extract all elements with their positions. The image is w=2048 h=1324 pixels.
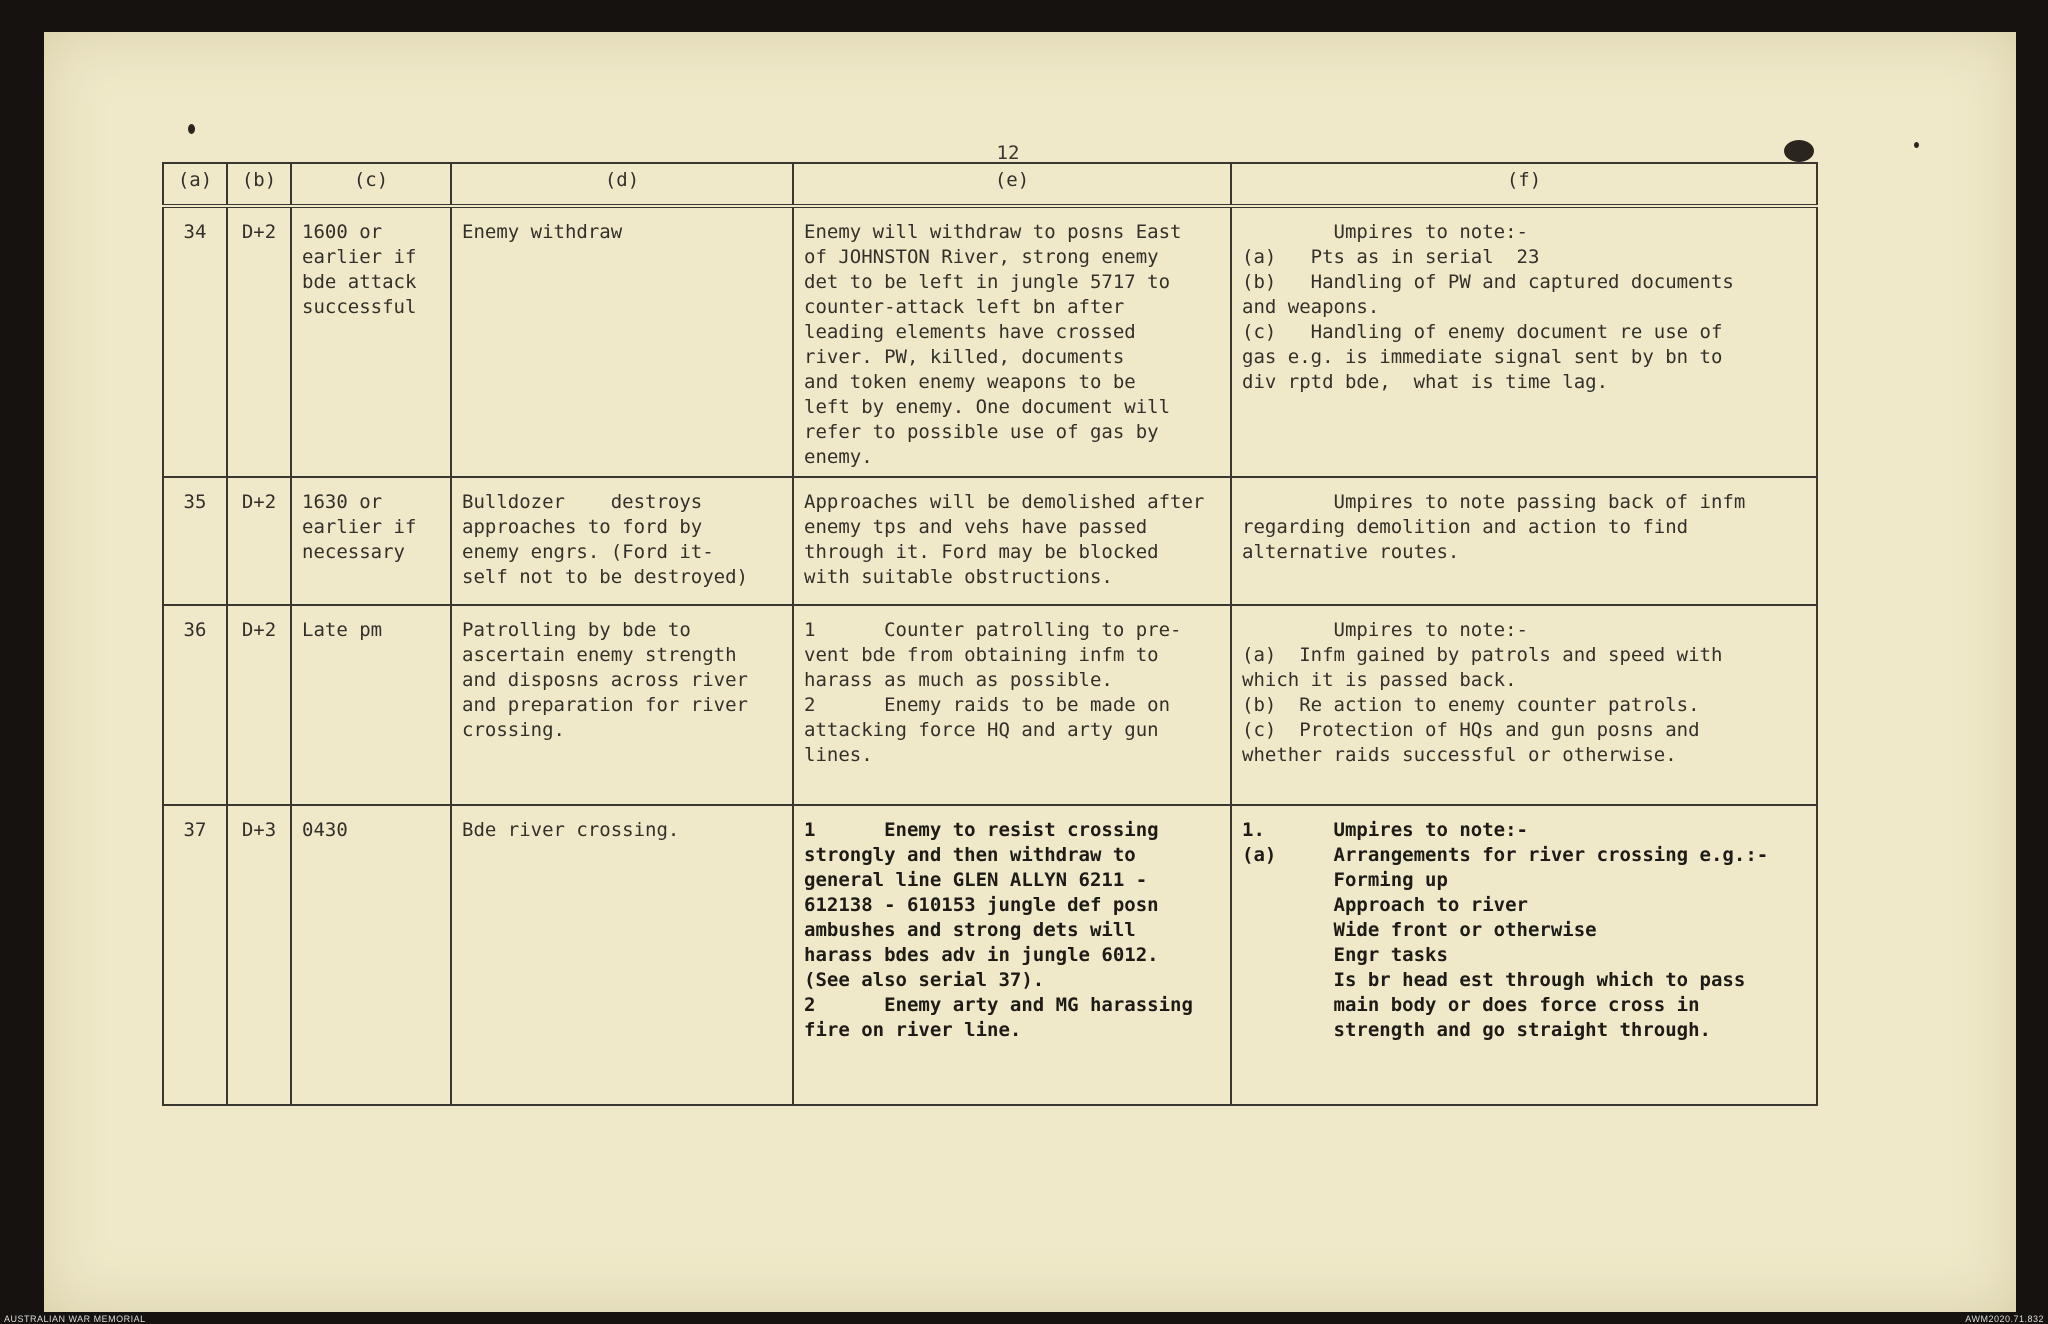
- enemy-action-cell: [793, 605, 1231, 805]
- day-cell: D+2: [227, 206, 291, 477]
- enemy-action-cell-line: Enemy will withdraw to posns East: [804, 221, 1182, 243]
- enemy-action-cell-line: general line GLEN ALLYN 6211 -: [804, 869, 1148, 891]
- enemy-action-cell-line: ambushes and strong dets will: [804, 919, 1136, 941]
- enemy-action-cell-line: 2 Enemy arty and MG harassing: [804, 994, 1193, 1016]
- column-header-f: (f): [1231, 163, 1817, 206]
- umpire-notes-cell: [1231, 206, 1817, 477]
- enemy-action-cell-line: enemy.: [804, 446, 873, 468]
- umpire-notes-cell-line: Is br head est through which to pass: [1242, 969, 1746, 991]
- umpire-notes-cell-line: and weapons.: [1242, 296, 1380, 318]
- umpire-notes-cell-line: whether raids successful or otherwise.: [1242, 744, 1677, 766]
- ink-mark: [188, 124, 195, 134]
- enemy-action-cell-line: leading elements have crossed: [804, 321, 1136, 343]
- umpire-notes-cell-line: Wide front or otherwise: [1242, 919, 1597, 941]
- page-number: 12: [996, 142, 1020, 164]
- table-row: [163, 605, 1817, 805]
- enemy-action-cell-line: lines.: [804, 744, 873, 766]
- umpire-notes-cell-line: Umpires to note:-: [1242, 221, 1528, 243]
- enemy-action-cell-line: Approaches will be demolished after: [804, 491, 1205, 513]
- serial-number: 37: [163, 805, 227, 1105]
- umpire-notes-cell-line: regarding demolition and action to find: [1242, 516, 1689, 538]
- event-cell-line: ascertain enemy strength: [462, 644, 737, 666]
- umpire-notes-cell-line: (a) Infm gained by patrols and speed with: [1242, 644, 1723, 666]
- enemy-action-cell-line: left by enemy. One document will: [804, 396, 1171, 418]
- table-row: [163, 206, 1817, 477]
- time-cell-line: 0430: [302, 819, 348, 841]
- event-cell-line: approaches to ford by: [462, 516, 703, 538]
- enemy-action-cell-line: with suitable obstructions.: [804, 566, 1113, 588]
- enemy-action-cell-line: and token enemy weapons to be: [804, 371, 1136, 393]
- time-cell: [291, 605, 451, 805]
- day-cell: D+2: [227, 477, 291, 605]
- enemy-action-cell-line: 1 Counter patrolling to pre-: [804, 619, 1182, 641]
- serial-number: 35: [163, 477, 227, 605]
- enemy-action-cell-line: 612138 - 610153 jungle def posn: [804, 894, 1159, 916]
- footer-accession-number: AWM2020.71.832: [1965, 1314, 2044, 1324]
- time-cell-line: bde attack: [302, 271, 417, 293]
- umpire-notes-cell-line: which it is passed back.: [1242, 669, 1517, 691]
- time-cell-line: earlier if: [302, 516, 417, 538]
- event-cell-line: Bde river crossing.: [462, 819, 680, 841]
- event-cell-line: Enemy withdraw: [462, 221, 623, 243]
- event-cell: [451, 605, 793, 805]
- enemy-action-cell: [793, 477, 1231, 605]
- enemy-action-cell-line: harass as much as possible.: [804, 669, 1113, 691]
- day-cell: D+2: [227, 605, 291, 805]
- enemy-action-cell: [793, 206, 1231, 477]
- umpire-notes-cell-line: (a) Arrangements for river crossing e.g.:-: [1242, 844, 1769, 866]
- enemy-action-cell-line: river. PW, killed, documents: [804, 346, 1125, 368]
- footer-institution: AUSTRALIAN WAR MEMORIAL: [4, 1314, 146, 1324]
- enemy-action-cell-line: vent bde from obtaining infm to: [804, 644, 1159, 666]
- time-cell-line: Late pm: [302, 619, 383, 641]
- column-header-b: (b): [227, 163, 291, 206]
- umpire-notes-cell-line: div rptd bde, what is time lag.: [1242, 371, 1609, 393]
- enemy-action-cell-line: (See also serial 37).: [804, 969, 1045, 991]
- time-cell-line: 1600 or: [302, 221, 383, 243]
- event-cell-line: crossing.: [462, 719, 565, 741]
- umpire-notes-cell-line: (c) Protection of HQs and gun posns and: [1242, 719, 1700, 741]
- table-row: [163, 477, 1817, 605]
- umpire-notes-cell-line: main body or does force cross in: [1242, 994, 1700, 1016]
- enemy-action-cell-line: 2 Enemy raids to be made on: [804, 694, 1171, 716]
- enemy-action-cell: [793, 805, 1231, 1105]
- time-cell: [291, 805, 451, 1105]
- column-header-a: (a): [163, 163, 227, 206]
- enemy-action-cell-line: refer to possible use of gas by: [804, 421, 1159, 443]
- enemy-action-cell-line: det to be left in jungle 5717 to: [804, 271, 1171, 293]
- exercise-serials-table: [162, 162, 1818, 1106]
- event-cell-line: Bulldozer destroys: [462, 491, 703, 513]
- column-header-c: (c): [291, 163, 451, 206]
- enemy-action-cell-line: of JOHNSTON River, strong enemy: [804, 246, 1159, 268]
- umpire-notes-cell-line: gas e.g. is immediate signal sent by bn to: [1242, 346, 1723, 368]
- umpire-notes-cell: [1231, 605, 1817, 805]
- column-header-d: (d): [451, 163, 793, 206]
- umpire-notes-cell: [1231, 805, 1817, 1105]
- umpire-notes-cell-line: (b) Handling of PW and captured documents: [1242, 271, 1734, 293]
- umpire-notes-cell-line: (a) Pts as in serial 23: [1242, 246, 1540, 268]
- umpire-notes-cell-line: Forming up: [1242, 869, 1448, 891]
- umpire-notes-cell-line: Approach to river: [1242, 894, 1528, 916]
- time-cell-line: successful: [302, 296, 417, 318]
- event-cell: [451, 805, 793, 1105]
- table-row: [163, 805, 1817, 1105]
- enemy-action-cell-line: strongly and then withdraw to: [804, 844, 1136, 866]
- time-cell-line: necessary: [302, 541, 405, 563]
- event-cell-line: Patrolling by bde to: [462, 619, 691, 641]
- serial-number: 36: [163, 605, 227, 805]
- event-cell-line: and disposns across river: [462, 669, 748, 691]
- serial-number: 34: [163, 206, 227, 477]
- time-cell-line: 1630 or: [302, 491, 383, 513]
- event-cell: [451, 206, 793, 477]
- event-cell: [451, 477, 793, 605]
- umpire-notes-cell-line: strength and go straight through.: [1242, 1019, 1711, 1041]
- event-cell-line: enemy engrs. (Ford it-: [462, 541, 714, 563]
- umpire-notes-cell-line: Umpires to note:-: [1242, 619, 1528, 641]
- umpire-notes-cell: [1231, 477, 1817, 605]
- umpire-notes-cell-line: Umpires to note passing back of infm: [1242, 491, 1746, 513]
- enemy-action-cell-line: enemy tps and vehs have passed: [804, 516, 1148, 538]
- enemy-action-cell-line: attacking force HQ and arty gun: [804, 719, 1159, 741]
- umpire-notes-cell-line: 1. Umpires to note:-: [1242, 819, 1528, 841]
- enemy-action-cell-line: 1 Enemy to resist crossing: [804, 819, 1159, 841]
- event-cell-line: and preparation for river: [462, 694, 748, 716]
- time-cell-line: earlier if: [302, 246, 417, 268]
- time-cell: [291, 206, 451, 477]
- time-cell: [291, 477, 451, 605]
- enemy-action-cell-line: counter-attack left bn after: [804, 296, 1125, 318]
- event-cell-line: self not to be destroyed): [462, 566, 748, 588]
- day-cell: D+3: [227, 805, 291, 1105]
- umpire-notes-cell-line: Engr tasks: [1242, 944, 1448, 966]
- enemy-action-cell-line: fire on river line.: [804, 1019, 1022, 1041]
- table-header-row: [163, 163, 1817, 206]
- umpire-notes-cell-line: alternative routes.: [1242, 541, 1460, 563]
- enemy-action-cell-line: through it. Ford may be blocked: [804, 541, 1159, 563]
- umpire-notes-cell-line: (b) Re action to enemy counter patrols.: [1242, 694, 1700, 716]
- column-header-e: (e): [793, 163, 1231, 206]
- enemy-action-cell-line: harass bdes adv in jungle 6012.: [804, 944, 1159, 966]
- umpire-notes-cell-line: (c) Handling of enemy document re use of: [1242, 321, 1723, 343]
